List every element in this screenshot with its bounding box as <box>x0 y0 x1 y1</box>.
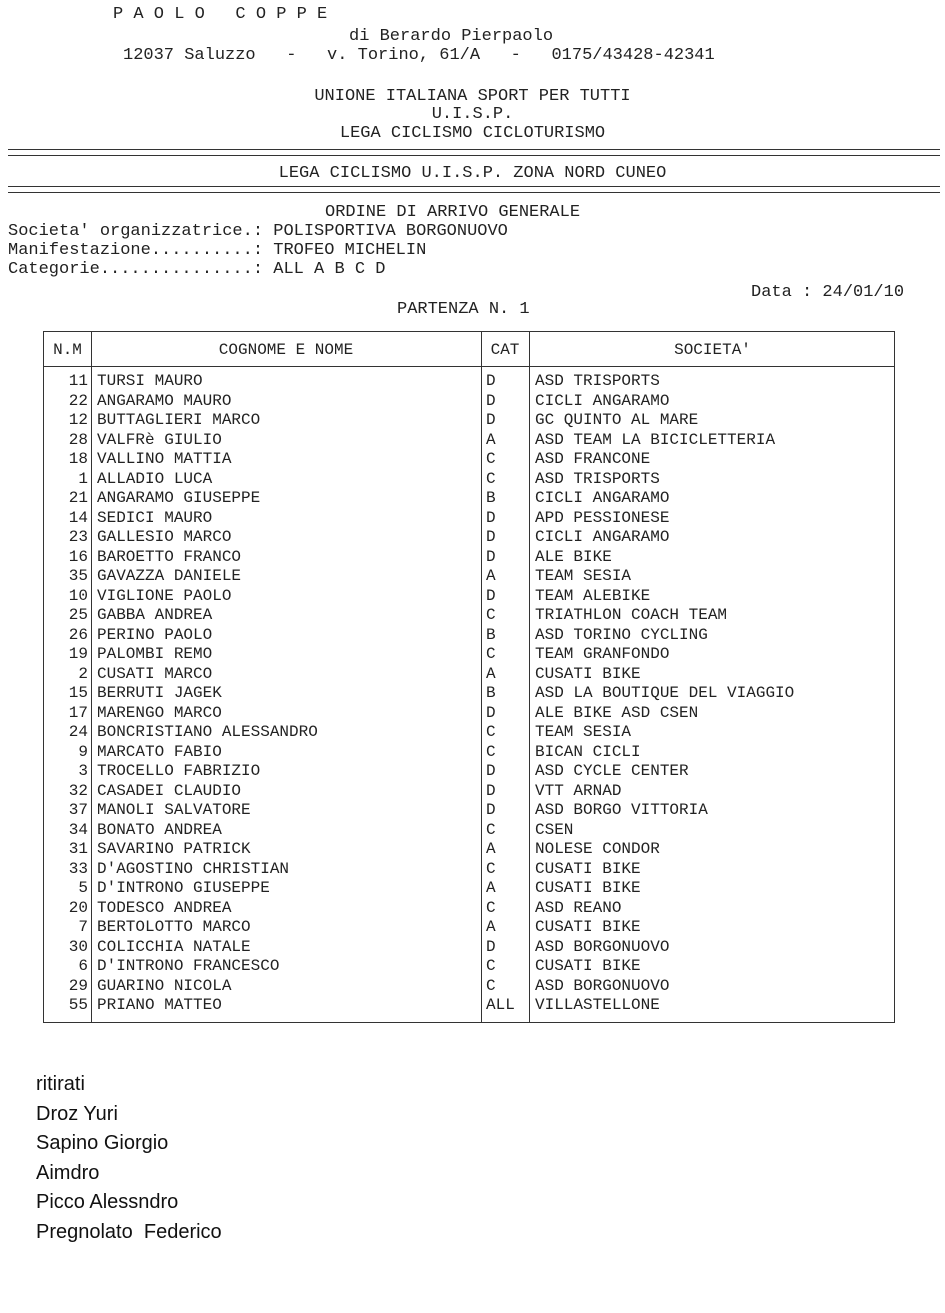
rider-number: 28 <box>68 430 88 449</box>
table-row <box>44 567 894 587</box>
withdrawn-name: Pregnolato Federico <box>36 1221 222 1243</box>
table-row <box>44 489 894 509</box>
rider-category: A <box>486 664 496 683</box>
rider-number: 7 <box>78 918 88 936</box>
rider-number: 5 <box>78 879 88 897</box>
rider-team: CSEN <box>535 820 574 839</box>
table-row <box>44 372 894 392</box>
rider-name: VIGLIONE PAOLO <box>97 586 232 605</box>
table-row <box>44 918 894 938</box>
rider-number: 19 <box>68 645 88 663</box>
rider-name: MARCATO FABIO <box>97 742 222 761</box>
rider-team: CICLI ANGARAMO <box>535 391 670 410</box>
rider-name: VALFRè GIULIO <box>97 430 222 449</box>
rider-number: 34 <box>68 820 88 839</box>
report-title: ORDINE DI ARRIVO GENERALE <box>325 203 581 222</box>
rider-number: 37 <box>68 801 88 819</box>
rider-category: B <box>486 684 496 702</box>
table-row <box>44 860 894 880</box>
rider-name: BUTTAGLIERI MARCO <box>97 411 261 429</box>
rider-number: 23 <box>68 528 88 546</box>
rider-number: 14 <box>68 508 88 527</box>
rider-category: A <box>486 918 496 936</box>
table-row <box>44 665 894 685</box>
table-row <box>44 509 894 529</box>
info-societa: Societa' organizzatrice.: POLISPORTIVA BORGONUOVO <box>8 222 508 241</box>
rider-number: 9 <box>78 742 88 761</box>
rider-team: CUSATI BIKE <box>535 664 641 683</box>
rider-name: BONCRISTIANO ALESSANDRO <box>97 723 318 741</box>
info-manifestazione: Manifestazione..........: TROFEO MICHELIN <box>8 241 427 260</box>
org-line-2: U.I.S.P. <box>431 105 514 124</box>
table-row <box>44 821 894 841</box>
rider-name: BERTOLOTTO MARCO <box>97 918 251 936</box>
header-nm: N.M <box>53 341 82 359</box>
rider-number: 32 <box>68 781 88 800</box>
partenza-label: PARTENZA N. 1 <box>397 300 530 319</box>
rider-category: A <box>486 567 496 585</box>
table-row <box>44 431 894 451</box>
rider-category: A <box>486 430 496 449</box>
table-row <box>44 840 894 860</box>
rider-category: C <box>486 859 496 878</box>
withdrawn-name: Sapino Giorgio <box>36 1132 169 1154</box>
rider-name: CASADEI CLAUDIO <box>97 781 242 800</box>
table-row <box>44 528 894 548</box>
table-row <box>44 548 894 568</box>
rider-category: C <box>486 469 496 488</box>
rider-category: D <box>486 801 496 819</box>
rider-team: ASD TORINO CYCLING <box>535 625 708 644</box>
table-row <box>44 899 894 919</box>
table-row <box>44 801 894 821</box>
withdrawn-name: Picco Alessndro <box>36 1191 179 1213</box>
rider-name: MANOLI SALVATORE <box>97 801 251 819</box>
rider-team: ALE BIKE <box>535 547 612 566</box>
rider-team: ASD LA BOUTIQUE DEL VIAGGIO <box>535 684 795 702</box>
rider-category: D <box>486 508 496 527</box>
rider-team: GC QUINTO AL MARE <box>535 411 699 429</box>
rider-category: C <box>486 976 496 995</box>
rider-category: C <box>486 606 496 624</box>
rider-category: D <box>486 547 496 566</box>
rider-team: ASD TRISPORTS <box>535 469 660 488</box>
rider-name: VALLINO MATTIA <box>97 450 232 468</box>
rider-name: SAVARINO PATRICK <box>97 840 251 858</box>
rider-name: PRIANO MATTEO <box>97 996 222 1014</box>
org-line-3: LEGA CICLISMO CICLOTURISMO <box>339 124 606 143</box>
divider <box>8 155 940 156</box>
rider-team: CUSATI BIKE <box>535 918 641 936</box>
rider-category: D <box>486 781 496 800</box>
rider-category: D <box>486 762 496 780</box>
rider-team: ASD BORGONUOVO <box>535 937 670 956</box>
rider-number: 6 <box>78 957 88 975</box>
rider-name: TROCELLO FABRIZIO <box>97 762 261 780</box>
rider-name: CUSATI MARCO <box>97 664 213 683</box>
rider-number: 20 <box>68 898 88 917</box>
rider-name: ALLADIO LUCA <box>97 469 213 488</box>
rider-name: TODESCO ANDREA <box>97 898 232 917</box>
rider-name: ANGARAMO GIUSEPPE <box>97 489 261 507</box>
rider-category: C <box>486 742 496 761</box>
rider-team: BICAN CICLI <box>535 742 641 761</box>
rider-name: D'INTRONO GIUSEPPE <box>97 879 270 897</box>
rider-name: MARENGO MARCO <box>97 703 222 722</box>
rider-team: ASD TEAM LA BICICLETTERIA <box>535 430 776 449</box>
table-row <box>44 684 894 704</box>
rider-number: 1 <box>78 469 88 488</box>
rider-category: D <box>486 391 496 410</box>
rider-category: C <box>486 820 496 839</box>
withdrawn-name: Aimdro <box>36 1162 100 1184</box>
rider-team: ASD BORGO VITTORIA <box>535 801 708 819</box>
rider-team: APD PESSIONESE <box>535 508 670 527</box>
rider-number: 16 <box>68 547 88 566</box>
table-row <box>44 411 894 431</box>
rider-name: GABBA ANDREA <box>97 606 213 624</box>
rider-category: D <box>486 586 496 605</box>
rider-team: ASD CYCLE CENTER <box>535 762 689 780</box>
rider-number: 25 <box>68 606 88 624</box>
table-row <box>44 606 894 626</box>
table-row <box>44 957 894 977</box>
rider-number: 10 <box>68 586 88 605</box>
rider-number: 21 <box>68 489 88 507</box>
rider-team: CICLI ANGARAMO <box>535 489 670 507</box>
table-row <box>44 587 894 607</box>
rider-name: TURSI MAURO <box>97 372 203 390</box>
header-name: COGNOME E NOME <box>218 341 354 359</box>
rider-name: GALLESIO MARCO <box>97 528 232 546</box>
info-categorie: Categorie...............: ALL A B C D <box>8 260 386 279</box>
org-line-1: UNIONE ITALIANA SPORT PER TUTTI <box>314 87 631 106</box>
rider-name: PALOMBI REMO <box>97 645 213 663</box>
rider-team: ASD BORGONUOVO <box>535 976 670 995</box>
divider <box>8 192 940 193</box>
table-row <box>44 723 894 743</box>
rider-category: C <box>486 450 496 468</box>
rider-team: ALE BIKE ASD CSEN <box>535 703 699 722</box>
rider-number: 18 <box>68 450 88 468</box>
rider-number: 33 <box>68 859 88 878</box>
rider-name: PERINO PAOLO <box>97 625 213 644</box>
rider-category: D <box>486 703 496 722</box>
rider-name: ANGARAMO MAURO <box>97 391 232 410</box>
rider-number: 55 <box>68 996 88 1014</box>
table-row <box>44 762 894 782</box>
rider-name: BERRUTI JAGEK <box>97 684 222 702</box>
table-row <box>44 470 894 490</box>
rider-name: D'INTRONO FRANCESCO <box>97 957 280 975</box>
rider-team: TRIATHLON COACH TEAM <box>535 606 728 624</box>
rider-number: 29 <box>68 976 88 995</box>
divider <box>8 186 940 187</box>
rider-number: 22 <box>68 391 88 410</box>
rider-number: 35 <box>68 567 88 585</box>
zone-title: LEGA CICLISMO U.I.S.P. ZONA NORD CUNEO <box>278 164 667 183</box>
letterhead-owner: di Berardo Pierpaolo <box>349 27 554 46</box>
rider-team: NOLESE CONDOR <box>535 840 660 858</box>
rider-name: COLICCHIA NATALE <box>97 937 251 956</box>
table-row <box>44 626 894 646</box>
rider-number: 24 <box>68 723 88 741</box>
rider-category: B <box>486 489 496 507</box>
rider-number: 2 <box>78 664 88 683</box>
table-row <box>44 977 894 997</box>
table-row <box>44 782 894 802</box>
results-table <box>43 331 895 1023</box>
rider-category: B <box>486 625 496 644</box>
withdrawn-name: Droz Yuri <box>36 1103 118 1125</box>
table-row <box>44 743 894 763</box>
rider-category: D <box>486 528 496 546</box>
rider-category: C <box>486 898 496 917</box>
rider-team: CUSATI BIKE <box>535 879 641 897</box>
rider-team: TEAM ALEBIKE <box>535 586 651 605</box>
rider-category: C <box>486 723 496 741</box>
report-date: Data : 24/01/10 <box>751 283 905 302</box>
divider <box>8 149 940 150</box>
letterhead-address: 12037 Saluzzo - v. Torino, 61/A - 0175/43428-42341 <box>123 46 715 65</box>
rider-team: ASD REANO <box>535 898 622 917</box>
rider-category: D <box>486 937 496 956</box>
rider-team: ASD FRANCONE <box>535 450 651 468</box>
header-cat: CAT <box>490 341 520 359</box>
rider-team: CUSATI BIKE <box>535 957 641 975</box>
letterhead-name: P A O L O C O P P E <box>113 5 328 24</box>
rider-name: GUARINO NICOLA <box>97 976 232 995</box>
rider-number: 17 <box>68 703 88 722</box>
rider-team: VTT ARNAD <box>535 781 622 800</box>
rider-category: C <box>486 645 496 663</box>
rider-team: CICLI ANGARAMO <box>535 528 670 546</box>
rider-category: A <box>486 840 496 858</box>
rider-number: 30 <box>68 937 88 956</box>
rider-name: BONATO ANDREA <box>97 820 222 839</box>
table-row <box>44 704 894 724</box>
table-row <box>44 645 894 665</box>
table-row <box>44 392 894 412</box>
rider-team: CUSATI BIKE <box>535 859 641 878</box>
table-row <box>44 996 894 1016</box>
rider-team: ASD TRISPORTS <box>535 372 660 390</box>
rider-name: BAROETTO FRANCO <box>97 547 242 566</box>
withdrawn-title: ritirati <box>36 1073 85 1095</box>
table-row <box>44 450 894 470</box>
rider-name: GAVAZZA DANIELE <box>97 567 242 585</box>
rider-category: ALL <box>486 996 515 1014</box>
rider-category: C <box>486 957 496 975</box>
rider-team: TEAM SESIA <box>535 567 632 585</box>
rider-team: TEAM SESIA <box>535 723 632 741</box>
table-row <box>44 879 894 899</box>
rider-number: 15 <box>68 684 88 702</box>
rider-team: VILLASTELLONE <box>535 996 660 1014</box>
header-societa: SOCIETA' <box>674 341 751 359</box>
rider-name: SEDICI MAURO <box>97 508 213 527</box>
rider-category: D <box>486 411 496 429</box>
rider-number: 3 <box>78 762 88 780</box>
rider-team: TEAM GRANFONDO <box>535 645 670 663</box>
rider-number: 11 <box>68 372 88 390</box>
rider-number: 12 <box>68 411 88 429</box>
rider-category: D <box>486 372 496 390</box>
rider-number: 26 <box>68 625 88 644</box>
rider-number: 31 <box>68 840 88 858</box>
rider-category: A <box>486 879 496 897</box>
rider-name: D'AGOSTINO CHRISTIAN <box>97 859 290 878</box>
table-row <box>44 938 894 958</box>
